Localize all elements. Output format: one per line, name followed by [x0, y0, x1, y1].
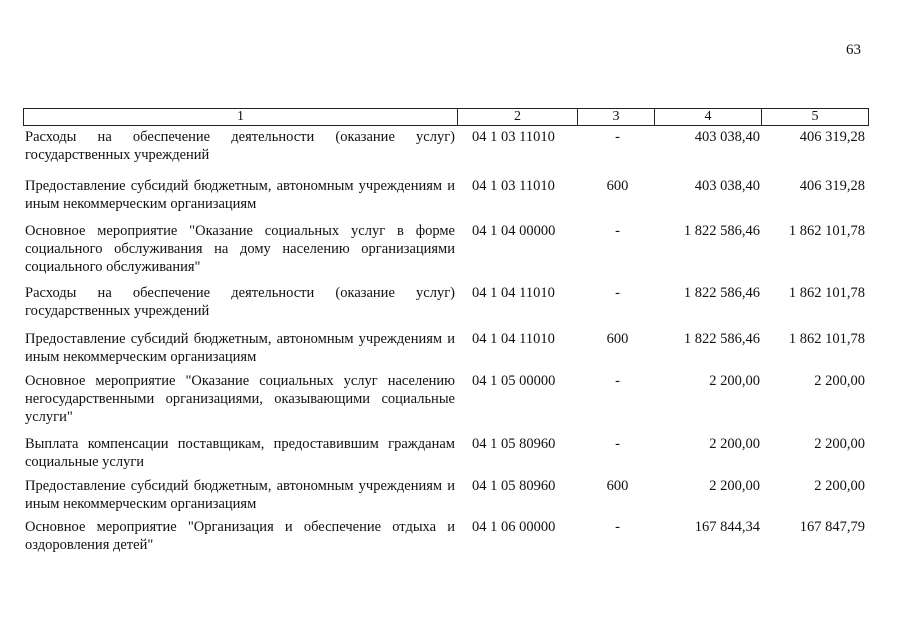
row-expense-type: - — [615, 129, 620, 145]
row-description: Выплата компенсации поставщикам, предоставившим гражданам социальные услуги — [25, 436, 455, 470]
row-description: Расходы на обеспечение деятельности (оказание услуг) государственных учреждений — [25, 285, 455, 319]
row-amount-1: 1 822 586,46 — [683, 223, 760, 239]
row-expense-type: - — [615, 285, 620, 301]
row-code: 04 1 03 11010 — [472, 178, 555, 194]
header-col-3: 3 — [578, 109, 655, 126]
row-amount-1: 1 822 586,46 — [683, 285, 760, 301]
row-amount-2: 1 862 101,78 — [788, 331, 865, 347]
header-col-5: 5 — [762, 109, 869, 126]
row-amount-2: 406 319,28 — [799, 178, 865, 194]
row-code: 04 1 05 80960 — [472, 478, 556, 494]
row-amount-2: 167 847,79 — [799, 519, 865, 535]
row-amount-1: 403 038,40 — [694, 129, 760, 145]
row-amount-1: 2 200,00 — [709, 436, 760, 452]
row-amount-2: 1 862 101,78 — [788, 285, 865, 301]
row-amount-1: 2 200,00 — [709, 478, 760, 494]
row-expense-type: 600 — [606, 331, 629, 347]
row-code: 04 1 05 00000 — [472, 373, 556, 389]
row-code: 04 1 04 11010 — [472, 331, 555, 347]
row-expense-type: - — [615, 373, 620, 389]
header-col-2: 2 — [458, 109, 578, 126]
row-description: Предоставление субсидий бюджетным, автономным учреждениям и иным некоммерческим организациям — [25, 331, 455, 365]
row-amount-2: 2 200,00 — [814, 478, 865, 494]
page-number: 63 — [846, 42, 861, 58]
row-expense-type: - — [615, 519, 620, 535]
row-code: 04 1 05 80960 — [472, 436, 556, 452]
row-description: Основное мероприятие "Оказание социальных услуг населению негосударственными организациями, оказывающими социальные услуги" — [25, 373, 455, 425]
row-expense-type: - — [615, 223, 620, 239]
row-amount-2: 1 862 101,78 — [788, 223, 865, 239]
row-description: Основное мероприятие "Оказание социальных услуг в форме социального обслуживания на дому населению организациями социального обслуживания" — [25, 223, 455, 275]
table-header — [23, 108, 869, 126]
row-expense-type: 600 — [606, 478, 629, 494]
row-amount-2: 406 319,28 — [799, 129, 865, 145]
row-expense-type: - — [615, 436, 620, 452]
row-amount-1: 2 200,00 — [709, 373, 760, 389]
row-code: 04 1 04 11010 — [472, 285, 555, 301]
row-amount-1: 1 822 586,46 — [683, 331, 760, 347]
header-col-1: 1 — [24, 109, 458, 126]
row-code: 04 1 06 00000 — [472, 519, 556, 535]
row-amount-2: 2 200,00 — [814, 373, 865, 389]
row-amount-2: 2 200,00 — [814, 436, 865, 452]
row-amount-1: 167 844,34 — [694, 519, 760, 535]
row-amount-1: 403 038,40 — [694, 178, 760, 194]
row-code: 04 1 04 00000 — [472, 223, 556, 239]
row-code: 04 1 03 11010 — [472, 129, 555, 145]
row-description: Предоставление субсидий бюджетным, автономным учреждениям и иным некоммерческим организациям — [25, 478, 455, 512]
row-expense-type: 600 — [606, 178, 629, 194]
row-description: Расходы на обеспечение деятельности (оказание услуг) государственных учреждений — [25, 129, 455, 163]
row-description: Основное мероприятие "Организация и обеспечение отдыха и оздоровления детей" — [25, 519, 455, 553]
row-description: Предоставление субсидий бюджетным, автономным учреждениям и иным некоммерческим организациям — [25, 178, 455, 212]
header-col-4: 4 — [655, 109, 762, 126]
